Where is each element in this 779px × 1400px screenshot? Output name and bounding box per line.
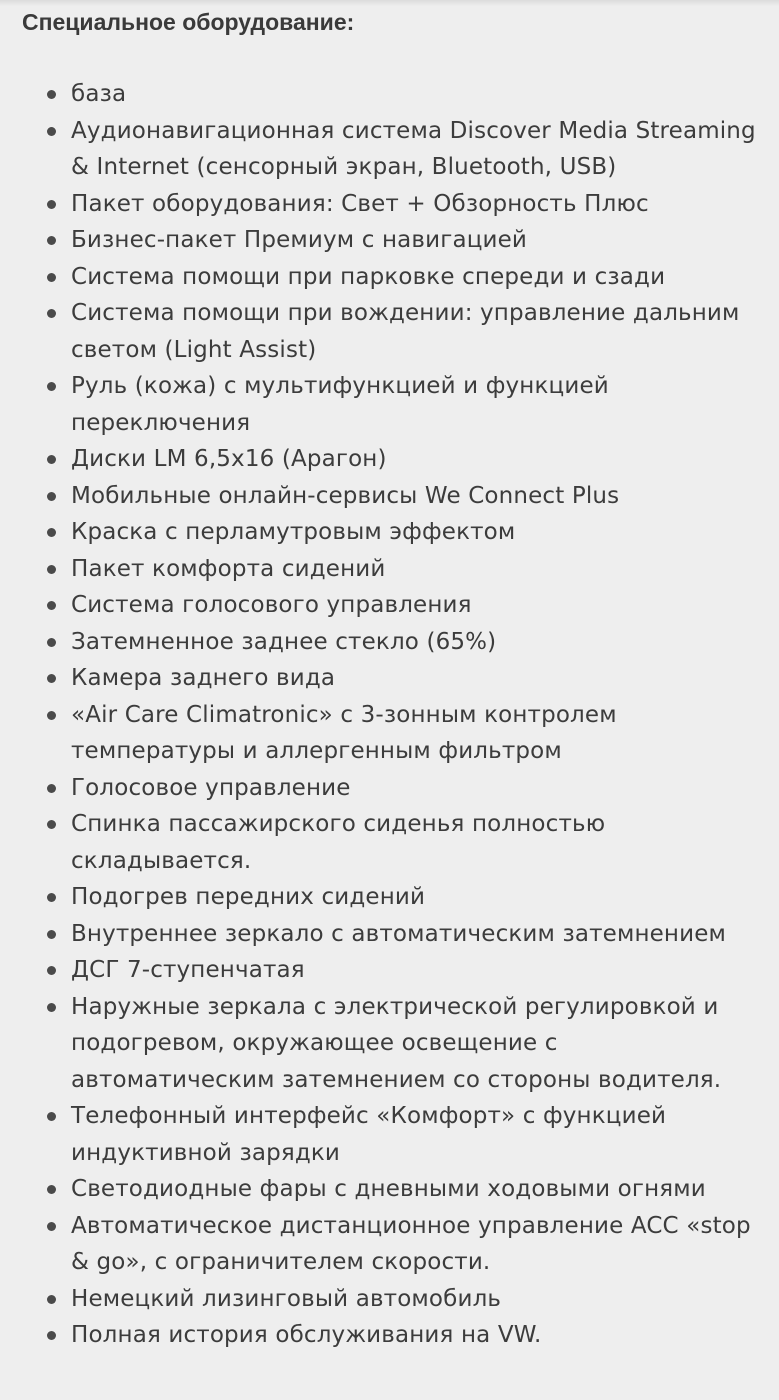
list-item: Спинка пассажирского сиденья полностью складывается. (0, 806, 770, 879)
list-item: Система голосового управления (0, 587, 770, 624)
list-item: Камера заднего вида (0, 660, 770, 697)
list-item: Внутреннее зеркало с автоматическим затемнением (0, 916, 770, 953)
list-item: Светодиодные фары с дневными ходовыми огнями (0, 1171, 770, 1208)
list-item: база (0, 76, 770, 113)
list-item: Краска с перламутровым эффектом (0, 514, 770, 551)
list-item: «Air Care Climatronic» с 3-зонным контролем температуры и аллергенным фильтром (0, 697, 770, 770)
equipment-list (0, 76, 770, 1354)
list-item: Аудионавигационная система Discover Media Streaming & Internet (сенсорный экран, Bluetooth, USB) (0, 113, 770, 186)
list-item: Телефонный интерфейс «Комфорт» с функцией индуктивной зарядки (0, 1098, 770, 1171)
list-item: Пакет комфорта сидений (0, 551, 770, 588)
list-item: Полная история обслуживания на VW. (0, 1317, 770, 1354)
list-item: Диски LM 6,5x16 (Арагон) (0, 441, 770, 478)
list-item: Голосовое управление (0, 770, 770, 807)
section-title: Специальное оборудование: (22, 9, 355, 35)
list-item: Немецкий лизинговый автомобиль (0, 1281, 770, 1318)
list-item: Система помощи при парковке спереди и сзади (0, 259, 770, 296)
list-item: Система помощи при вождении: управление дальним светом (Light Assist) (0, 295, 770, 368)
list-item: Руль (кожа) с мультифункцией и функцией переключения (0, 368, 770, 441)
list-item: Автоматическое дистанционное управление ACC «stop & go», с ограничителем скорости. (0, 1208, 770, 1281)
list-item: Бизнес-пакет Премиум с навигацией (0, 222, 770, 259)
list-item: Мобильные онлайн-сервисы We Connect Plus (0, 478, 770, 515)
list-item: ДСГ 7-ступенчатая (0, 952, 770, 989)
list-item: Наружные зеркала с электрической регулировкой и подогревом, окружающее освещение с автоматическим затемнением со стороны водителя. (0, 989, 770, 1099)
list-item: Пакет оборудования: Свет + Обзорность Плюс (0, 186, 770, 223)
list-item: Подогрев передних сидений (0, 879, 770, 916)
list-item: Затемненное заднее стекло (65%) (0, 624, 770, 661)
